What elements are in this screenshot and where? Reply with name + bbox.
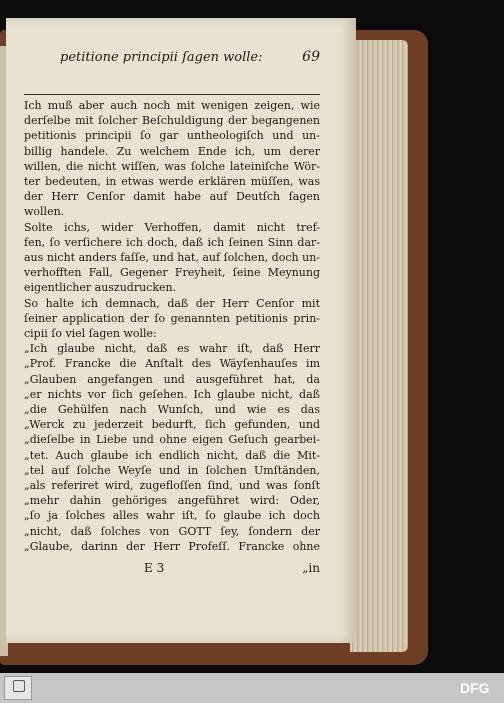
text-line: „die Gehülfen nach Wunſch, und wie es das: [24, 403, 320, 417]
text-line: „Prof. Francke die Anſtalt des Wäyſenhauſes im: [24, 357, 320, 371]
header-rule: [24, 94, 320, 95]
text-line: ſeiner application der ſo genannten petitionis prin-: [24, 311, 320, 325]
text-line: „er nichts vor ſich geſehen. Ich glaube nicht, daß: [24, 387, 320, 401]
text-line: So halte ich demnach, daß der Herr Cenſor mit: [24, 296, 320, 310]
text-line: willen, die nicht wiſſen, was ſolche lateiniſche Wör-: [24, 159, 320, 173]
text-line: „mehr dahin gehöriges angeführet wird: Oder,: [24, 494, 320, 508]
text-line: „als referiret wird, zugefloſſen ſind, und was ſonſt: [24, 479, 320, 493]
text-line: wollen.: [24, 205, 65, 219]
text-line: „Glauben angefangen und ausgeführet hat, da: [24, 372, 320, 386]
text-line: eigentlicher auszudrucken.: [24, 281, 177, 295]
text-line: „dieſelbe in Liebe und ohne eigen Geſuch gearbei-: [24, 433, 320, 447]
text-line: „ſo ja ſolches alles wahr iſt, ſo glaube ich doch: [24, 509, 320, 523]
text-line: „tel auf ſolche Weyſe und in ſolchen Umſtänden,: [24, 463, 320, 477]
viewer-bottom-bar: [0, 673, 504, 703]
text-line: petitionis principii ſo gar untheologiſch und un-: [24, 129, 320, 143]
signature-mark: E 3: [144, 561, 165, 575]
text-line: „Ich glaube nicht, daß es wahr iſt, daß Herr: [24, 342, 320, 356]
text-line: verhofften Fall, Gegener Freyheit, ſeine Meynung: [24, 266, 320, 280]
text-line: „nicht, daß ſolches von GOTT ſey, ſondern der: [24, 524, 320, 538]
text-line: der Herr Cenſor damit habe auf Deutſch ſagen: [24, 190, 320, 204]
catchword: „in: [302, 561, 320, 575]
page-header: [60, 46, 320, 72]
library-logo: [4, 676, 32, 700]
dfg-logo-text: DFG: [460, 680, 490, 696]
page-edges: [350, 40, 408, 652]
text-line: fen, ſo verſichere ich doch, daß ich ſeinen Sinn dar-: [24, 235, 320, 249]
text-line: Solte ichs, wider Verhoffen, damit nicht tref-: [24, 220, 320, 234]
page-number: 69: [302, 49, 320, 65]
text-line: aus nicht anders faſſe, und hat, auf ſolchen, doch un-: [24, 251, 320, 265]
text-line: cipii ſo viel ſagen wolle:: [24, 327, 157, 341]
text-line: ter bedeuten, in etwas werde erklären müſſen, was: [24, 175, 320, 189]
text-line: „Werck zu jederzeit bedurft, ſich gefunden, und: [24, 418, 320, 432]
text-line: „Glaube, darinn der Herr Profeſſ. Francke ohne: [24, 539, 320, 553]
text-line: derſelbe mit ſolcher Beſchuldigung der begangenen: [24, 114, 320, 128]
dfg-logo: [460, 679, 496, 697]
running-head: petitione principii ſagen wolle:: [60, 50, 263, 65]
text-line: „tet. Auch glaube ich endlich nicht, daß die Mit-: [24, 448, 320, 462]
text-line: Ich muß aber auch noch mit wenigen zeigen, wie: [24, 99, 320, 112]
text-line: billig handele. Zu welchem Ende ich, um derer: [24, 144, 320, 158]
body-text: [24, 98, 320, 554]
page-footer: [24, 561, 320, 579]
